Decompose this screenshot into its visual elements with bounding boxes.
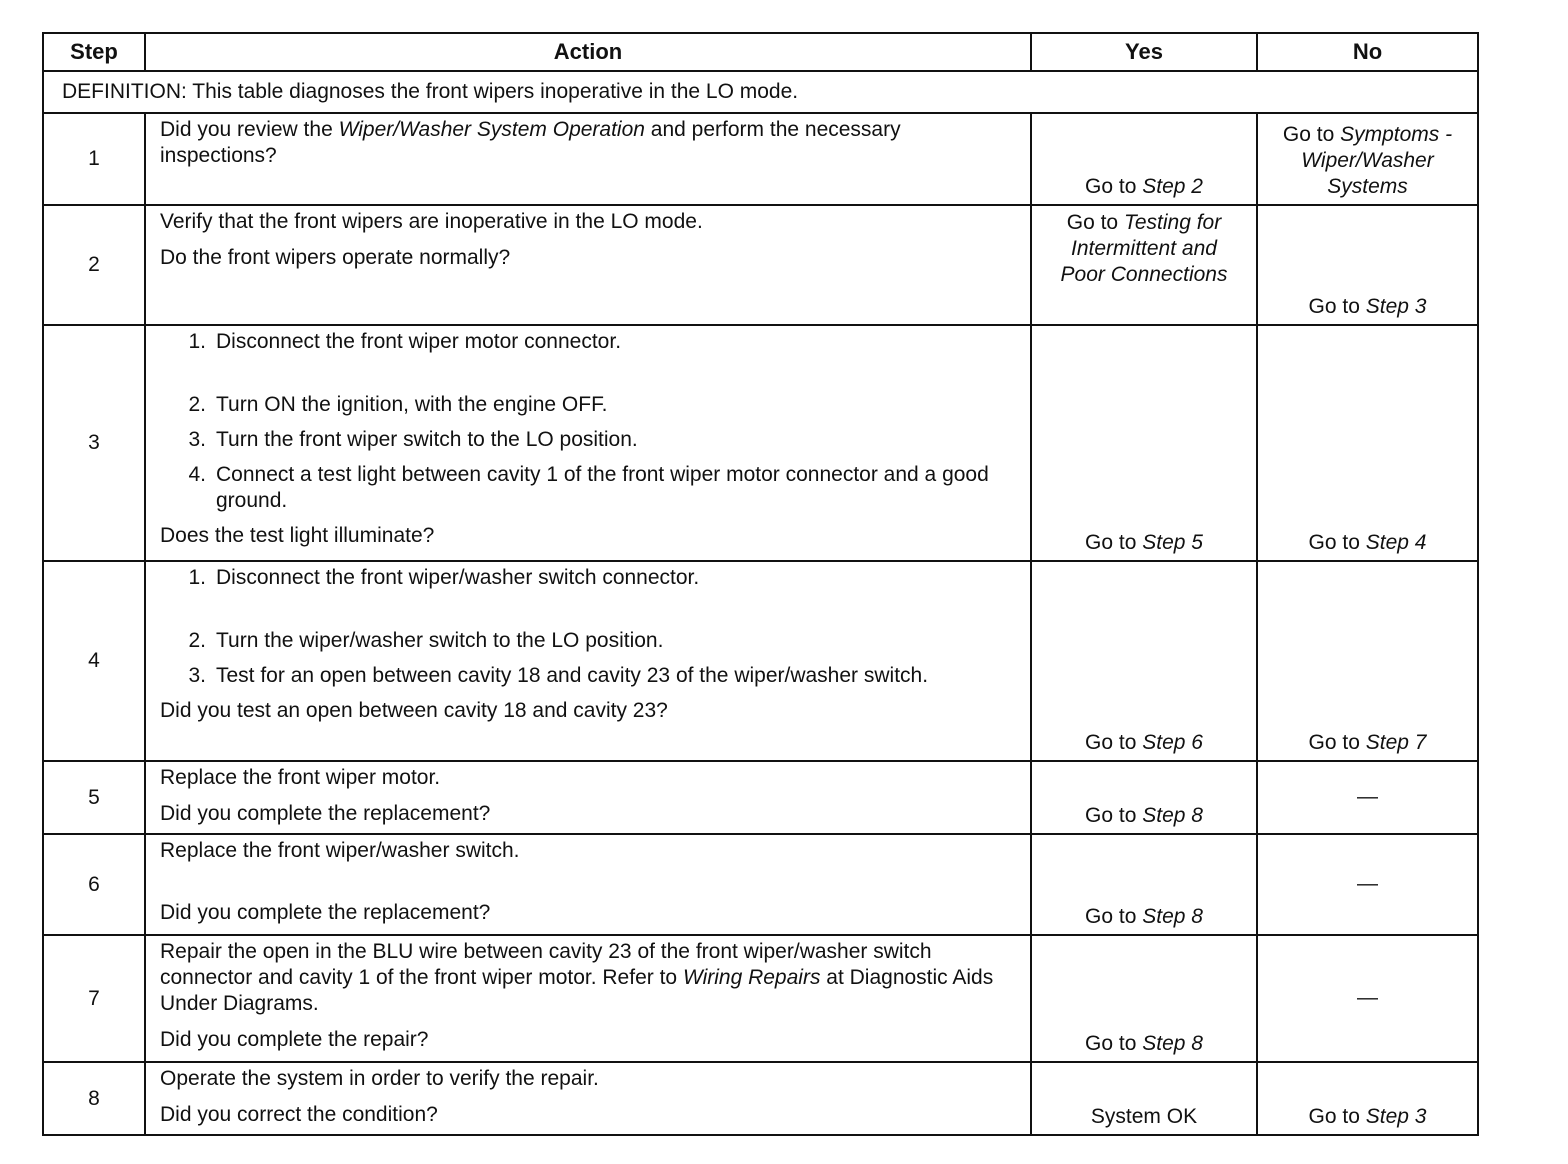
diagnostic-table	[42, 32, 1479, 1136]
em-dash: —	[1357, 986, 1378, 1009]
action-cell	[145, 1062, 1031, 1135]
no-cell: Go to Step 4	[1257, 325, 1478, 561]
no-cell: Go to Step 3	[1257, 205, 1478, 325]
action-question: Does the test light illuminate?	[160, 524, 435, 547]
yes-cell: Go to Testing for Intermittent and Poor Connections	[1031, 205, 1257, 325]
step-number: 7	[43, 935, 145, 1062]
header-action: Action	[145, 33, 1031, 71]
action-question: Did you correct the condition?	[160, 1103, 438, 1126]
step-number: 1	[43, 113, 145, 205]
action-cell	[145, 205, 1031, 325]
action-cell	[145, 761, 1031, 834]
table-row	[43, 561, 1478, 761]
table-row	[43, 1062, 1478, 1135]
list-item: 2. Turn ON the ignition, with the engine OFF.	[188, 393, 608, 416]
table-row	[43, 205, 1478, 325]
list-item: 1. Disconnect the front wiper motor connector.	[188, 330, 622, 353]
action-question: Do the front wipers operate normally?	[160, 246, 511, 269]
yes-cell: Go to Step 8	[1031, 834, 1257, 935]
no-cell: Go to Step 7	[1257, 561, 1478, 761]
no-cell: Go to Step 3	[1257, 1062, 1478, 1135]
action-text: Replace the front wiper motor.	[160, 766, 441, 789]
header-no: No	[1257, 33, 1478, 71]
action-cell	[145, 561, 1031, 761]
table-row	[43, 834, 1478, 935]
no-cell	[1257, 935, 1478, 1062]
action-text: Replace the front wiper/washer switch.	[160, 839, 520, 862]
definition-row	[43, 71, 1478, 113]
step-number: 5	[43, 761, 145, 834]
header-step: Step	[43, 33, 145, 71]
action-cell	[145, 834, 1031, 935]
list-item: 1. Disconnect the front wiper/washer switch connector.	[188, 566, 700, 589]
step-number: 4	[43, 561, 145, 761]
action-question: Did you test an open between cavity 18 and cavity 23?	[160, 699, 668, 722]
action-text: Did you review the Wiper/Washer System Operation and perform the necessary inspections?	[160, 118, 901, 167]
step-number: 6	[43, 834, 145, 935]
yes-cell: Go to Step 5	[1031, 325, 1257, 561]
action-cell	[145, 935, 1031, 1062]
action-question: Did you complete the replacement?	[160, 901, 491, 924]
diagnostic-table-sheet	[42, 32, 1479, 1136]
table-row	[43, 761, 1478, 834]
table-row	[43, 325, 1478, 561]
definition-text: DEFINITION: This table diagnoses the front wipers inoperative in the LO mode.	[43, 71, 1478, 113]
no-cell: Go to Symptoms - Wiper/Washer Systems	[1257, 113, 1478, 205]
yes-cell: Go to Step 8	[1031, 761, 1257, 834]
action-cell	[145, 113, 1031, 205]
instruction-list	[160, 565, 1020, 689]
action-cell	[145, 325, 1031, 561]
header-yes: Yes	[1031, 33, 1257, 71]
yes-cell: Go to Step 6	[1031, 561, 1257, 761]
list-item: 3. Test for an open between cavity 18 and cavity 23 of the wiper/washer switch.	[188, 664, 929, 687]
yes-cell: Go to Step 2	[1031, 113, 1257, 205]
list-item: 3. Turn the front wiper switch to the LO position.	[188, 428, 638, 451]
action-text: Repair the open in the BLU wire between cavity 23 of the front wiper/washer switch connector and cavity 1 of the front wiper motor. Refer to Wiring Repairs at Diagnostic Aids Under Diagrams.	[160, 940, 994, 1015]
action-text: Operate the system in order to verify the repair.	[160, 1067, 599, 1090]
em-dash: —	[1357, 785, 1378, 808]
list-item: 4. Connect a test light between cavity 1 of the front wiper motor connector and a good ground.	[188, 463, 989, 512]
yes-cell: Go to Step 8	[1031, 935, 1257, 1062]
table-row	[43, 935, 1478, 1062]
em-dash: —	[1357, 872, 1378, 895]
no-cell	[1257, 834, 1478, 935]
instruction-list	[160, 329, 1020, 514]
no-cell	[1257, 761, 1478, 834]
yes-cell: System OK	[1031, 1062, 1257, 1135]
list-item: 2. Turn the wiper/washer switch to the LO position.	[188, 629, 664, 652]
action-text: Verify that the front wipers are inoperative in the LO mode.	[160, 210, 703, 233]
table-row	[43, 113, 1478, 205]
action-question: Did you complete the repair?	[160, 1028, 429, 1051]
action-question: Did you complete the replacement?	[160, 802, 491, 825]
step-number: 8	[43, 1062, 145, 1135]
step-number: 3	[43, 325, 145, 561]
header-row	[43, 33, 1478, 71]
step-number: 2	[43, 205, 145, 325]
